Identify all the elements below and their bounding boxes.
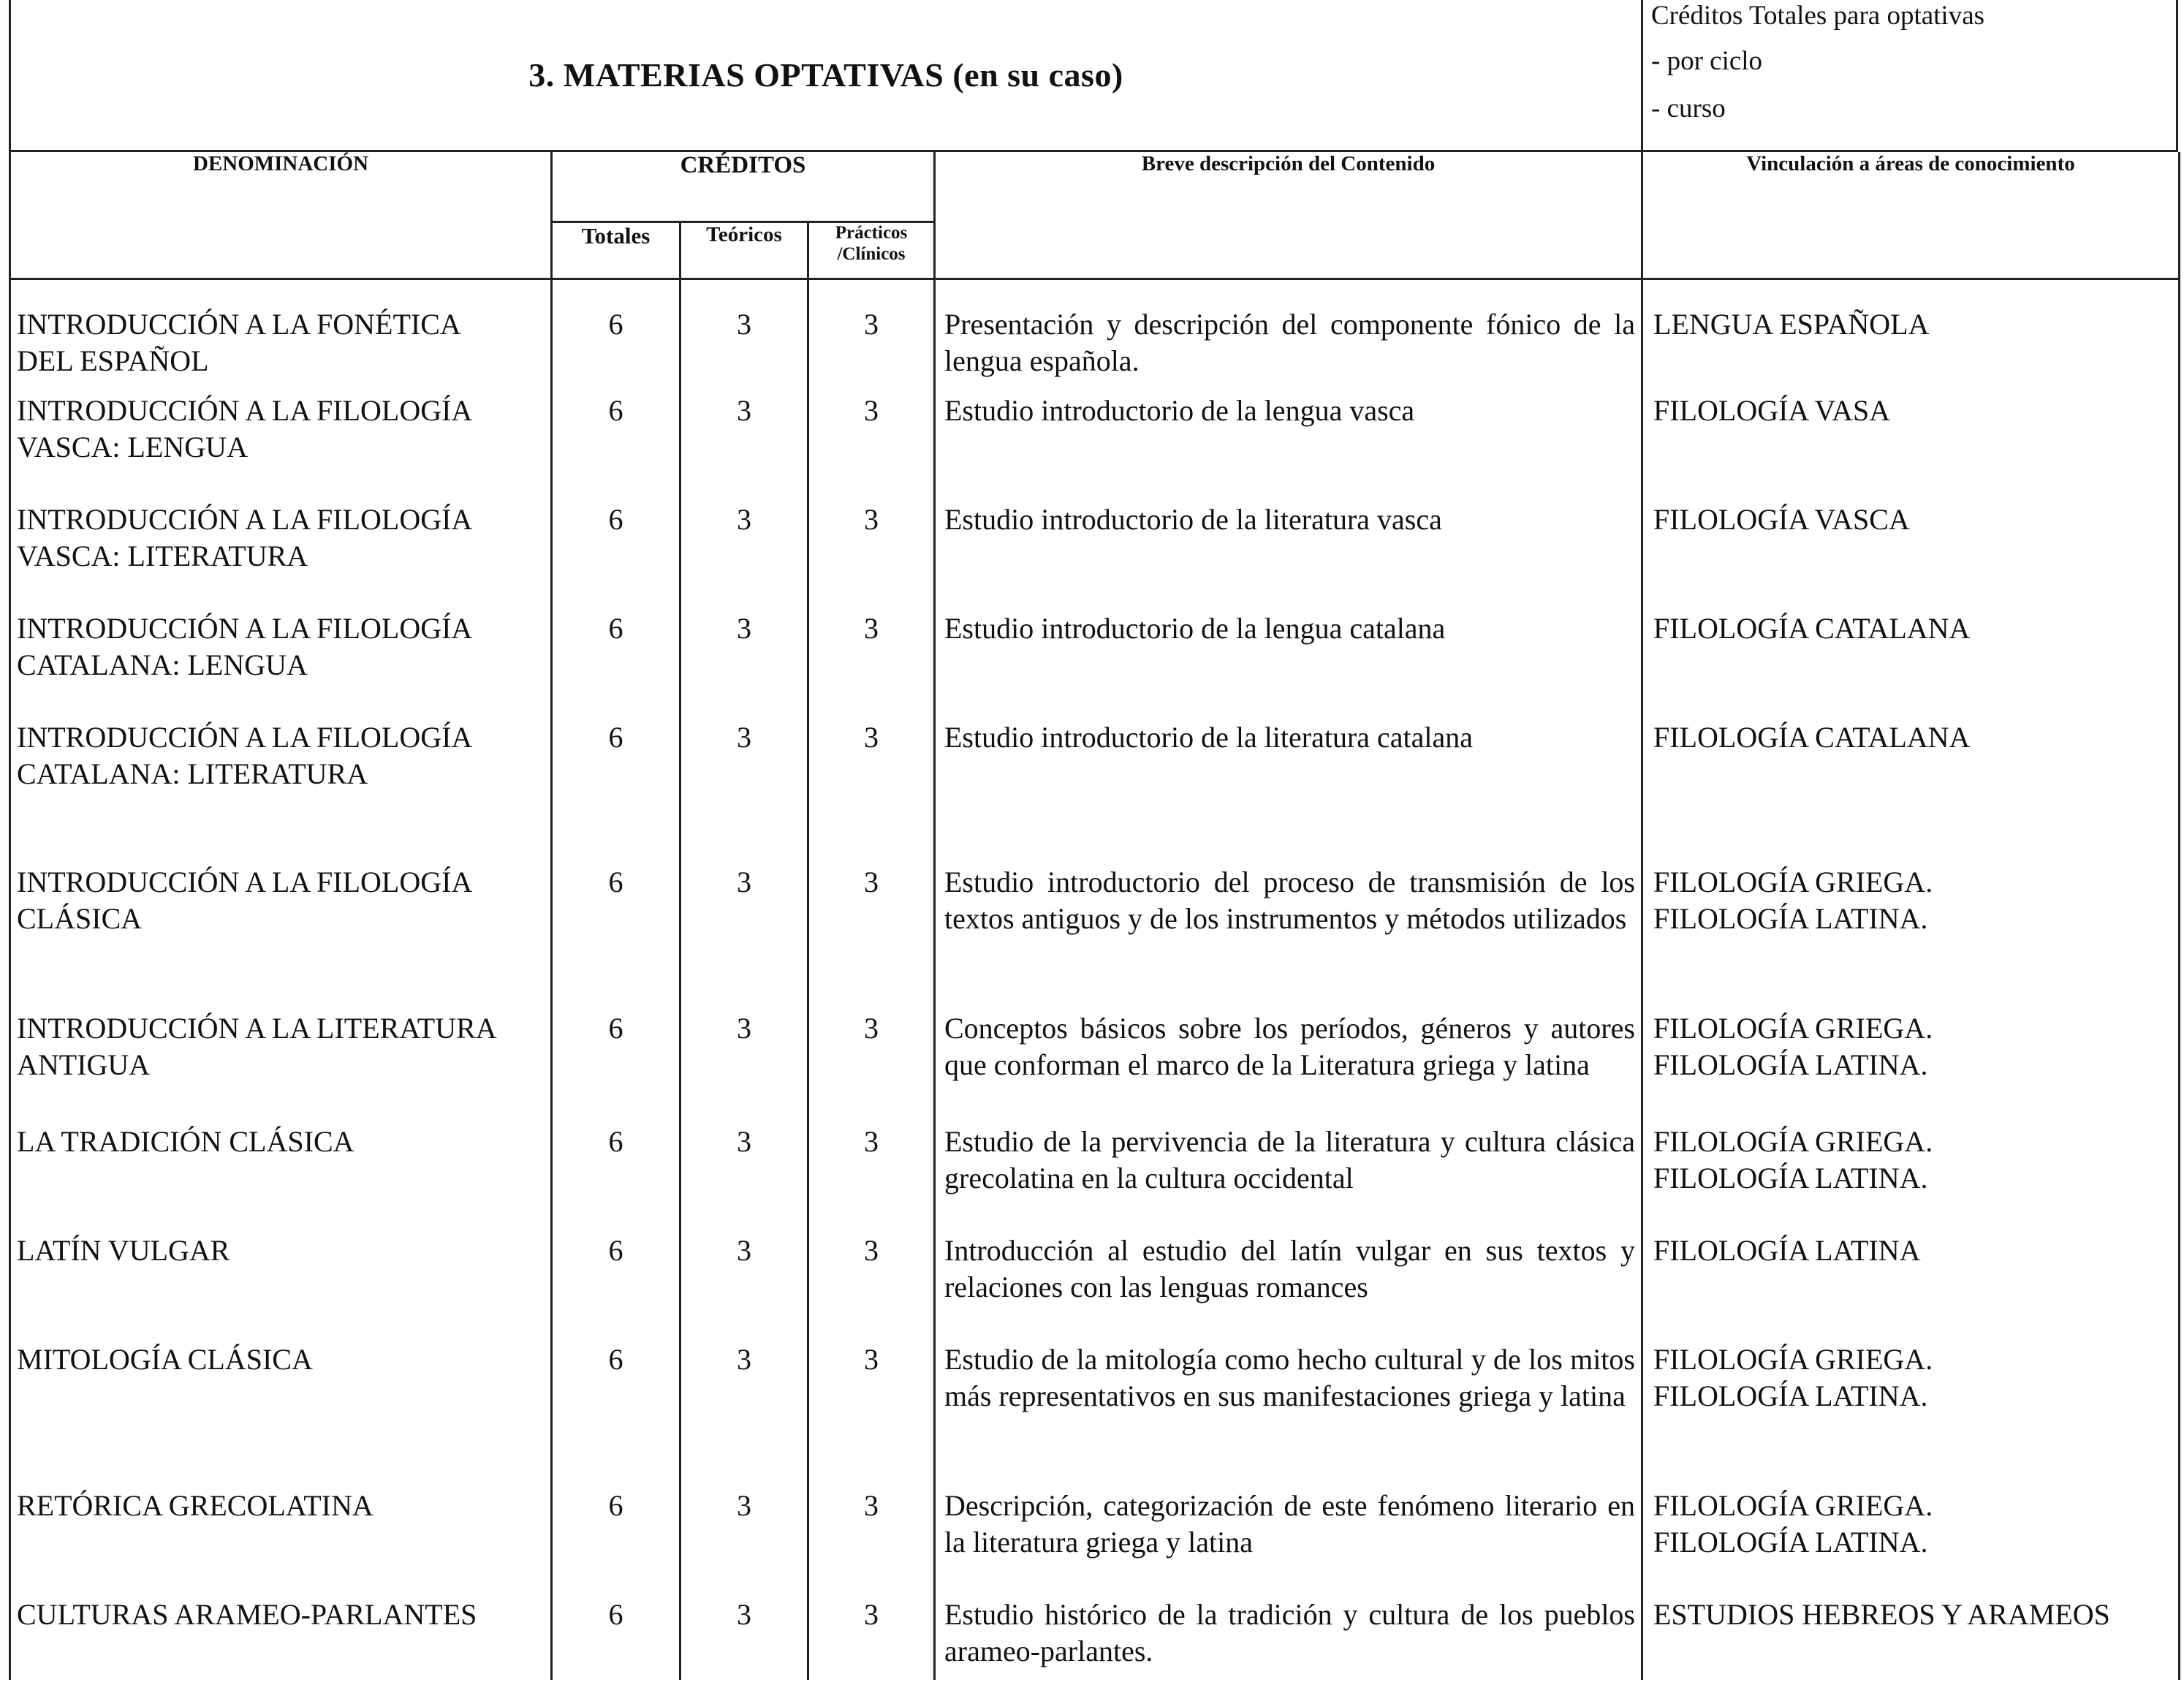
credits-summary [1645, 0, 2176, 150]
cell-vinculacion [1642, 606, 2180, 715]
area-line: FILOLOGÍA CATALANA [1653, 720, 1971, 754]
denominacion-line: INTRODUCCIÓN A LA FILOLOGÍA [17, 720, 473, 754]
section-title: 3. MATERIAS OPTATIVAS (en su caso) [528, 56, 1123, 94]
denominacion-line: INTRODUCCIÓN A LA FONÉTICA [17, 308, 461, 341]
cell-teoricos: 3 [680, 388, 808, 497]
credits-summary-line: - por ciclo [1651, 46, 1763, 76]
cell-descripcion: Presentación y descripción del componente fónico de la lengua española. [935, 279, 1642, 388]
section-title-cell [11, 0, 1643, 150]
cell-descripcion: Estudio histórico de la tradición y cultura de los pueblos arameo-parlantes. [935, 1592, 1642, 1680]
area-line: FILOLOGÍA GRIEGA. [1653, 1488, 1933, 1522]
table-row [10, 388, 2180, 497]
table-row [10, 1119, 2180, 1228]
area-line: FILOLOGÍA GRIEGA. [1653, 1011, 1933, 1045]
cell-totales: 6 [552, 715, 680, 860]
cell-vinculacion [1642, 388, 2180, 497]
cell-descripcion: Descripción, categorización de este fenómeno literario en la literatura griega y latina [935, 1483, 1642, 1592]
col-header-totales: Totales [552, 222, 680, 279]
cell-teoricos: 3 [680, 1006, 808, 1119]
cell-practicos: 3 [808, 1337, 935, 1483]
cell-totales: 6 [552, 1006, 680, 1119]
table-row [10, 497, 2180, 606]
denominacion-line: RETÓRICA GRECOLATINA [17, 1488, 374, 1522]
cell-totales: 6 [552, 1592, 680, 1680]
denominacion-line: INTRODUCCIÓN A LA FILOLOGÍA [17, 393, 473, 427]
col-header-creditos: CRÉDITOS [552, 152, 935, 222]
table-body [10, 279, 2180, 1680]
cell-totales: 6 [552, 497, 680, 606]
cell-descripcion: Estudio introductorio del proceso de transmisión de los textos antiguos y de los instrumentos y métodos utilizados [935, 860, 1642, 1006]
cell-vinculacion [1642, 1337, 2180, 1483]
denominacion-line: INTRODUCCIÓN A LA LITERATURA [17, 1011, 497, 1045]
col-header-teoricos: Teóricos [680, 222, 808, 279]
cell-teoricos: 3 [680, 860, 808, 1006]
area-line: FILOLOGÍA GRIEGA. [1653, 865, 1933, 898]
col-header-vinculacion: Vinculación a áreas de conocimiento [1642, 152, 2180, 279]
cell-denominacion [10, 1337, 552, 1483]
cell-descripcion: Estudio introductorio de la literatura vasca [935, 497, 1642, 606]
cell-practicos: 3 [808, 497, 935, 606]
area-line: LENGUA ESPAÑOLA [1653, 308, 1930, 341]
denominacion-line: INTRODUCCIÓN A LA FILOLOGÍA [17, 611, 473, 645]
denominacion-line: MITOLOGÍA CLÁSICA [17, 1342, 313, 1376]
cell-teoricos: 3 [680, 279, 808, 388]
denominacion-line: CLÁSICA [17, 901, 143, 935]
cell-vinculacion [1642, 1592, 2180, 1680]
cell-descripcion: Estudio de la mitología como hecho cultural y de los mitos más representativos en sus manifestaciones griega y latina [935, 1337, 1642, 1483]
denominacion-line: INTRODUCCIÓN A LA FILOLOGÍA [17, 865, 473, 898]
denominacion-line: ANTIGUA [17, 1048, 151, 1081]
col-header-practicos [808, 222, 935, 279]
optativas-table [9, 152, 2180, 1680]
cell-descripcion: Estudio introductorio de la lengua vasca [935, 388, 1642, 497]
cell-vinculacion [1642, 1006, 2180, 1119]
cell-denominacion [10, 1592, 552, 1680]
cell-practicos: 3 [808, 388, 935, 497]
cell-denominacion [10, 715, 552, 860]
cell-descripcion: Estudio de la pervivencia de la literatura y cultura clásica grecolatina en la cultura occidental [935, 1119, 1642, 1228]
area-line: ESTUDIOS HEBREOS Y ARAMEOS [1653, 1597, 2110, 1631]
denominacion-line: CULTURAS ARAMEO-PARLANTES [17, 1597, 477, 1631]
cell-practicos: 3 [808, 279, 935, 388]
table-row [10, 1592, 2180, 1680]
cell-teoricos: 3 [680, 606, 808, 715]
cell-vinculacion [1642, 1228, 2180, 1337]
cell-practicos: 3 [808, 715, 935, 860]
cell-practicos: 3 [808, 1483, 935, 1592]
denominacion-line: LA TRADICIÓN CLÁSICA [17, 1124, 354, 1158]
cell-teoricos: 3 [680, 1119, 808, 1228]
section-header [9, 0, 2178, 152]
denominacion-line: LATÍN VULGAR [17, 1233, 230, 1267]
denominacion-line: VASCA: LITERATURA [17, 539, 308, 572]
col-header-denominacion: DENOMINACIÓN [10, 152, 552, 279]
credits-summary-line: - curso [1651, 94, 1726, 124]
table-row [10, 715, 2180, 860]
cell-denominacion [10, 388, 552, 497]
cell-descripcion: Estudio introductorio de la literatura catalana [935, 715, 1642, 860]
cell-practicos: 3 [808, 860, 935, 1006]
cell-teoricos: 3 [680, 1592, 808, 1680]
area-line: FILOLOGÍA GRIEGA. [1653, 1124, 1933, 1158]
denominacion-line: DEL ESPAÑOL [17, 344, 209, 377]
cell-totales: 6 [552, 1228, 680, 1337]
col-header-practicos-line2: /Clínicos [837, 243, 906, 264]
cell-denominacion [10, 497, 552, 606]
cell-vinculacion [1642, 1483, 2180, 1592]
cell-totales: 6 [552, 1337, 680, 1483]
col-header-practicos-line1: Prácticos [835, 223, 908, 243]
cell-denominacion [10, 279, 552, 388]
area-line: FILOLOGÍA LATINA [1653, 1233, 1921, 1267]
cell-descripcion: Estudio introductorio de la lengua catalana [935, 606, 1642, 715]
area-line: FILOLOGÍA GRIEGA. [1653, 1342, 1933, 1376]
cell-denominacion [10, 1483, 552, 1592]
denominacion-line: CATALANA: LITERATURA [17, 757, 368, 790]
cell-practicos: 3 [808, 606, 935, 715]
table-row [10, 606, 2180, 715]
area-line: FILOLOGÍA LATINA. [1653, 1379, 1928, 1412]
cell-denominacion [10, 606, 552, 715]
cell-denominacion [10, 1006, 552, 1119]
cell-descripcion: Conceptos básicos sobre los períodos, géneros y autores que conforman el marco de la Literatura griega y latina [935, 1006, 1642, 1119]
area-line: FILOLOGÍA CATALANA [1653, 611, 1971, 645]
cell-totales: 6 [552, 279, 680, 388]
denominacion-line: CATALANA: LENGUA [17, 648, 308, 681]
cell-totales: 6 [552, 606, 680, 715]
cell-totales: 6 [552, 1119, 680, 1228]
cell-totales: 6 [552, 388, 680, 497]
cell-denominacion [10, 1119, 552, 1228]
denominacion-line: INTRODUCCIÓN A LA FILOLOGÍA [17, 502, 473, 536]
cell-teoricos: 3 [680, 497, 808, 606]
cell-vinculacion [1642, 279, 2180, 388]
cell-practicos: 3 [808, 1119, 935, 1228]
table-row [10, 1337, 2180, 1483]
area-line: FILOLOGÍA LATINA. [1653, 1525, 1928, 1559]
table-row [10, 1006, 2180, 1119]
cell-vinculacion [1642, 497, 2180, 606]
cell-practicos: 3 [808, 1592, 935, 1680]
table-row [10, 1228, 2180, 1337]
area-line: FILOLOGÍA LATINA. [1653, 901, 1928, 935]
col-header-descripcion: Breve descripción del Contenido [935, 152, 1642, 279]
area-line: FILOLOGÍA LATINA. [1653, 1048, 1928, 1081]
cell-totales: 6 [552, 860, 680, 1006]
table-row [10, 279, 2180, 388]
area-line: FILOLOGÍA VASA [1653, 393, 1891, 427]
cell-vinculacion [1642, 1119, 2180, 1228]
cell-denominacion [10, 860, 552, 1006]
denominacion-line: VASCA: LENGUA [17, 430, 248, 463]
cell-practicos: 3 [808, 1006, 935, 1119]
cell-descripcion: Introducción al estudio del latín vulgar en sus textos y relaciones con las lenguas romances [935, 1228, 1642, 1337]
cell-teoricos: 3 [680, 1483, 808, 1592]
cell-denominacion [10, 1228, 552, 1337]
credits-summary-line: Créditos Totales para optativas [1651, 1, 1985, 31]
cell-vinculacion [1642, 860, 2180, 1006]
cell-totales: 6 [552, 1483, 680, 1592]
table-row [10, 860, 2180, 1006]
table-row [10, 1483, 2180, 1592]
area-line: FILOLOGÍA LATINA. [1653, 1161, 1928, 1194]
cell-practicos: 3 [808, 1228, 935, 1337]
cell-teoricos: 3 [680, 1337, 808, 1483]
cell-vinculacion [1642, 715, 2180, 860]
cell-teoricos: 3 [680, 715, 808, 860]
area-line: FILOLOGÍA VASCA [1653, 502, 1910, 536]
cell-teoricos: 3 [680, 1228, 808, 1337]
